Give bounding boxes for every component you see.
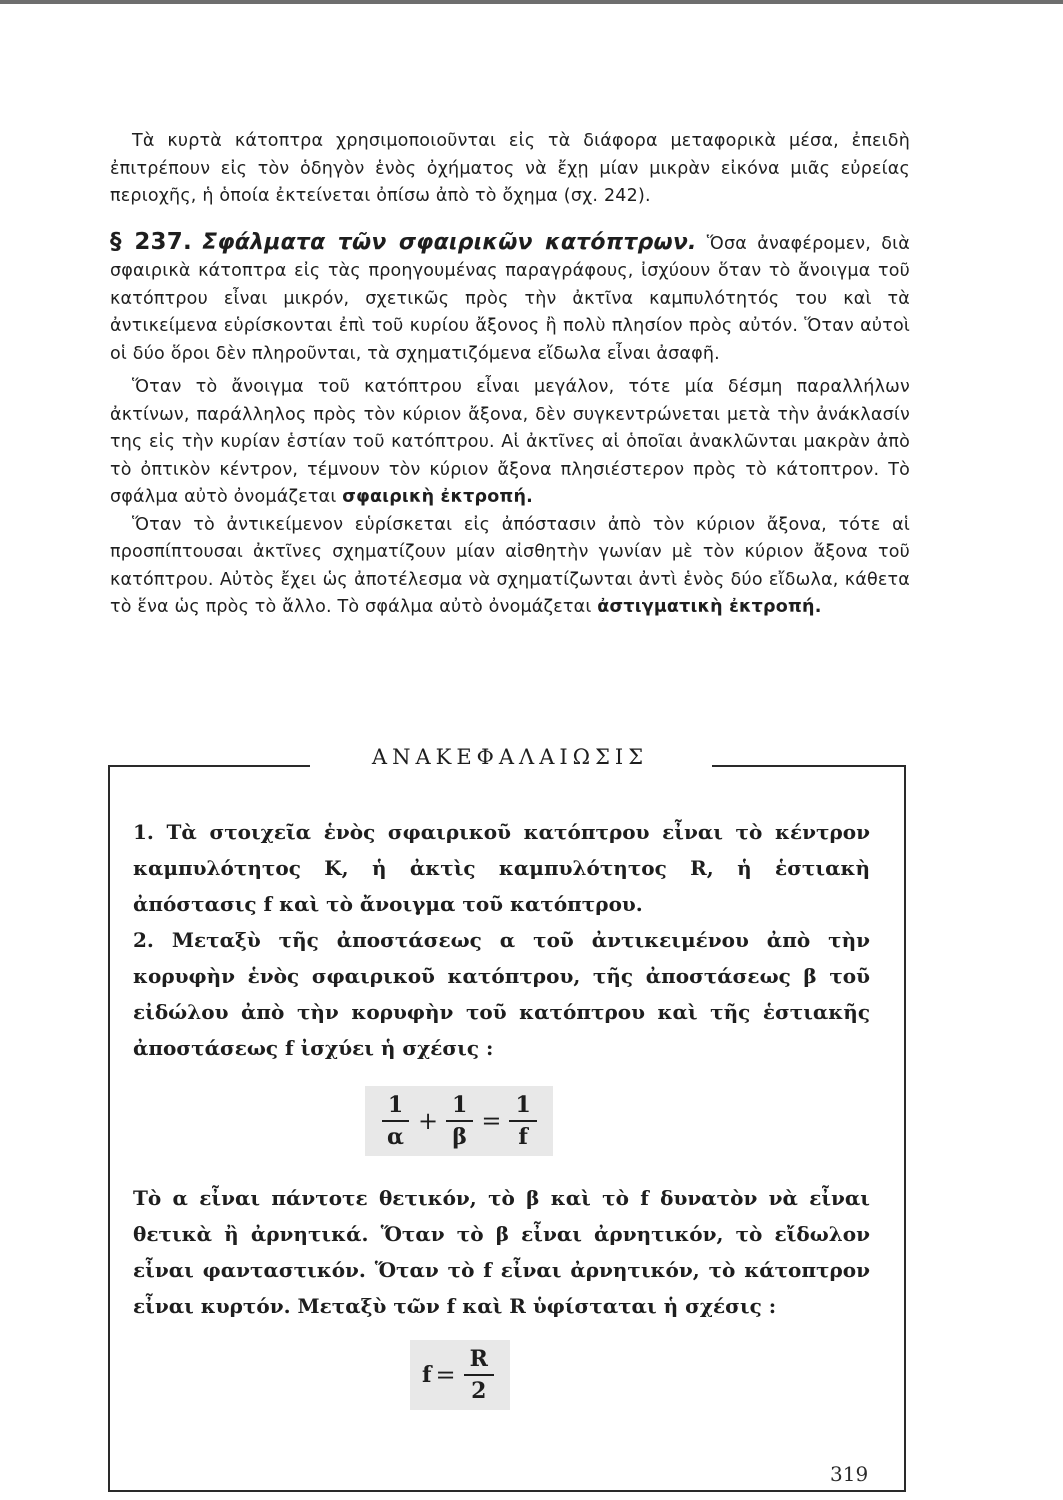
sign-conventions-paragraph: Τὸ α εἶναι πάντοτε θετικόν, τὸ β καὶ τὸ f δυνατὸν νὰ εἶναι θετικὰ ἢ ἀρνητικά. Ὅταν τὸ β εἶναι ἀρνητικόν, τὸ εἴδωλον εἶναι φανταστικόν. Ὅταν τὸ f εἶναι ἀρνητικόν, τὸ κάτοπτρον εἶναι κυρτόν. Μεταξὺ τῶν f καὶ R ὑφίσταται ἡ σχέσις : [133, 1186, 870, 1318]
equals-sign: = [481, 1107, 502, 1135]
summary-content [133, 814, 870, 1066]
mirror-equation [365, 1086, 553, 1156]
spherical-aberration-term: σφαιρικὴ ἐκτροπή. [342, 487, 533, 507]
spherical-aberration-text: Ὅταν τὸ ἄνοιγμα τοῦ κατόπτρου εἶναι μεγάλον, τότε μία δέσμη παραλλήλων ἀκτίνων, παράλληλος πρὸς τὸν κύριον ἄξονα, δὲν συγκεντρώνεται μετὰ τὴν ἀνάκλασίν της εἰς τὴν κυρίαν ἑστίαν τοῦ κατόπτρου. Αἱ ἀκτῖνες αἱ ὁποῖαι ἀνακλῶνται μακρὰν ἀπὸ τὸ ὀπτικὸν κέντρον, τέμνουν τὸν κύριον ἄξονα πλησιέστερον πρὸς τὸ κάτοπτρον. Τὸ σφάλμα αὐτὸ ὀνομάζεται [110, 377, 910, 507]
focal-length-relation [410, 1340, 510, 1410]
summary-continuation [133, 1180, 870, 1324]
section-paragraph [110, 229, 910, 369]
focal-length-symbol: f [422, 1362, 432, 1388]
page-top-border [0, 0, 1063, 4]
section-number: § 237. [110, 228, 192, 255]
astigmatism-paragraph [110, 512, 910, 622]
astigmatism-text: Ὅταν τὸ ἀντικείμενον εὑρίσκεται εἰς ἀπόστασιν ἀπὸ τὸν κύριον ἄξονα, τότε αἱ προσπίπτουσαι ἀκτῖνες σχηματίζουν μίαν αἰσθητὴν γωνίαν μὲ τὸν κύριον ἄξονα τοῦ κατόπτρου. Αὐτὸς ἔχει ὡς ἀποτέλεσμα νὰ σχηματίζωνται ἀντὶ ἑνὸς δύο εἴδωλα, κάθετα τὸ ἕνα ὡς πρὸς τὸ ἄλλο. Τὸ σφάλμα αὐτὸ ὀνομάζεται [110, 514, 910, 617]
equals-sign-2: = [435, 1361, 456, 1389]
main-text [110, 128, 910, 622]
section-text: Ὅσα ἀναφέρομεν, διὰ σφαιρικὰ κάτοπτρα εἰς τὰς προηγουμένας παραγράφους, ἰσχύουν ὅταν τὸ ἄνοιγμα τοῦ κατόπτρου εἶναι μικρόν, σχετικῶς πρὸς τὴν ἀκτῖνα καμπυλότητός του καὶ τὰ ἀντικείμενα εὑρίσκονται ἐπὶ τοῦ κυρίου ἄξονος ἢ πολὺ πλησίον πρὸς αὐτόν. Ὅταν αὐτοὶ οἱ δύο ὅροι δὲν πληροῦνται, τὰ σχηματιζόμενα εἴδωλα εἶναι ἀσαφῆ. [110, 233, 910, 364]
summary-item-1: 1. Τὰ στοιχεῖα ἑνὸς σφαιρικοῦ κατόπτρου εἶναι τὸ κέντρον καμπυλότητος K, ἡ ἀκτὶς καμπυλότητος R, ἡ ἑστιακὴ ἀπόστασις f καὶ τὸ ἄνοιγμα τοῦ κατόπτρου. [133, 820, 870, 916]
page-number: 319 [830, 1462, 869, 1486]
fraction-1-over-alpha: $\frac{1}{\alpha}$ [381, 1092, 410, 1150]
spherical-aberration-paragraph [110, 374, 910, 512]
fraction-r-over-2: $\frac{R}{2}$ [464, 1346, 494, 1404]
fraction-1-over-beta: $\frac{1}{\beta}$ [446, 1092, 473, 1150]
intro-paragraph: Τὰ κυρτὰ κάτοπτρα χρησιμοποιοῦνται εἰς τὰ διάφορα μεταφορικὰ μέσα, ἐπειδὴ ἐπιτρέπουν εἰς τὸν ὁδηγὸν ἑνὸς ὀχήματος νὰ ἔχῃ μίαν μικρὰν εἰκόνα μιᾶς εὐρείας περιοχῆς, ἡ ὁποία ἐκτείνεται ὀπίσω ἀπὸ τὸ ὄχημα (σχ. 242). [110, 131, 910, 206]
plus-sign: + [417, 1107, 439, 1135]
fraction-1-over-f: $\frac{1}{f}$ [509, 1092, 536, 1150]
summary-title: ΑΝΑΚΕΦΑΛΑΙΩΣΙΣ [371, 745, 649, 769]
astigmatism-term: ἀστιγματικὴ ἐκτροπή. [597, 597, 822, 617]
section-title: Σφάλματα τῶν σφαιρικῶν κατόπτρων. [202, 229, 697, 255]
summary-item-2: 2. Μεταξὺ τῆς ἀποστάσεως α τοῦ ἀντικειμένου ἀπὸ τὴν κορυφὴν ἑνὸς σφαιρικοῦ κατόπτρου, τῆς ἀποστάσεως β τοῦ εἰδώλου ἀπὸ τὴν κορυφὴν τοῦ κατόπτρου καὶ τῆς ἑστιακῆς ἀποστάσεως f ἰσχύει ἡ σχέσις : [133, 928, 870, 1060]
